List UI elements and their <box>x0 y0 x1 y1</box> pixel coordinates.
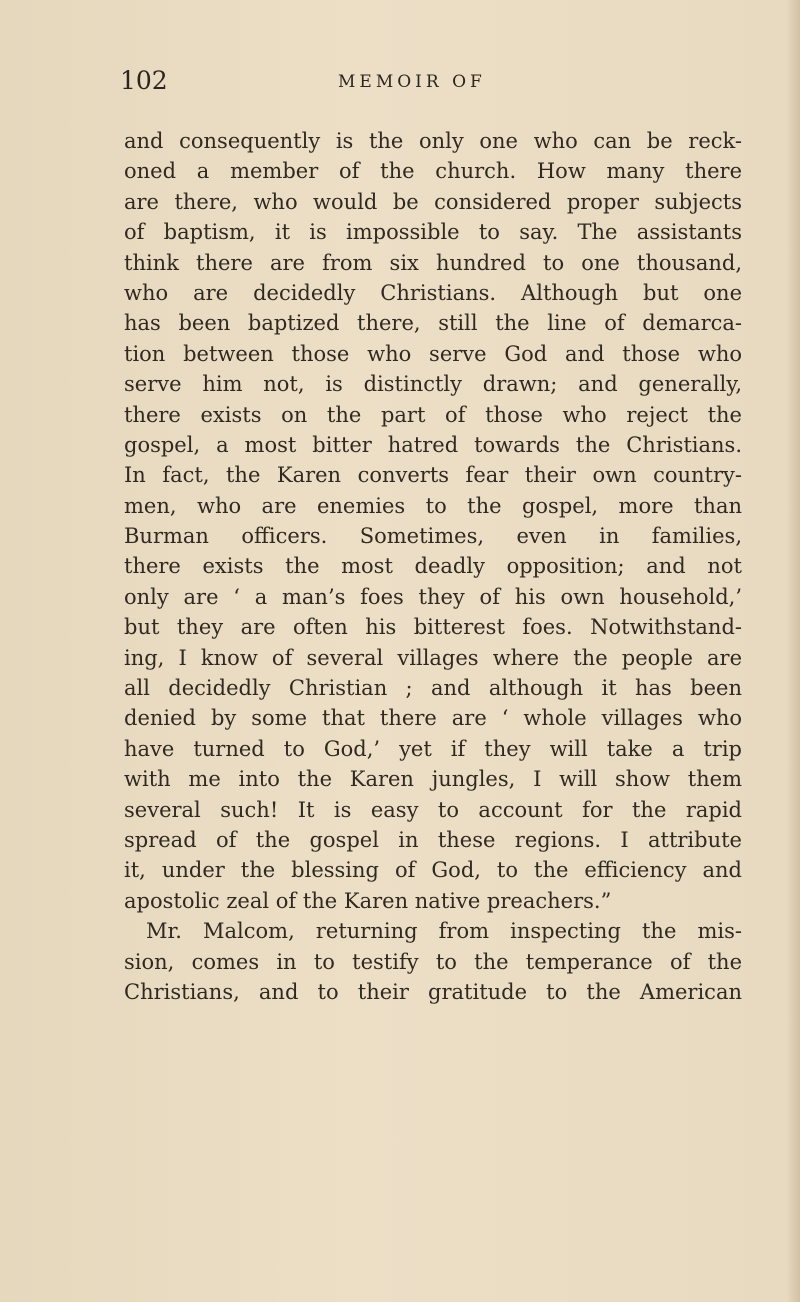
text-line: serve him not, is distinctly drawn; and generally, <box>124 372 742 397</box>
text-line: there exists the most deadly opposition; and not <box>124 554 742 579</box>
text-line: only are ‘ a man’s foes they of his own household,’ <box>124 584 742 609</box>
text-line: have turned to God,’ yet if they will take a trip <box>124 736 742 761</box>
text-line: oned a member of the church. How many there <box>124 159 742 184</box>
text-line: tion between those who serve God and those who <box>124 341 742 366</box>
text-line: are there, who would be considered proper subjects <box>124 189 742 214</box>
text-line: and consequently is the only one who can be reck- <box>124 129 742 153</box>
text-line: spread of the gospel in these regions. I attribute <box>124 827 742 852</box>
text-line: ing, I know of several villages where the people are <box>124 645 742 670</box>
text-line: there exists on the part of those who reject the <box>124 402 742 427</box>
text-line: Burman officers. Sometimes, even in families, <box>124 524 742 549</box>
text-line: who are decidedly Christians. Although but one <box>124 280 742 305</box>
text-line: apostolic zeal of the Karen native preachers.” <box>124 888 612 913</box>
body-text <box>124 126 742 1007</box>
page-edge-shadow <box>786 0 800 1302</box>
text-line: all decidedly Christian ; and although it has been <box>124 676 742 701</box>
text-line: of baptism, it is impossible to say. The assistants <box>124 220 742 245</box>
text-line: denied by some that there are ‘ whole villages who <box>124 706 742 731</box>
page-number: 102 <box>120 66 168 95</box>
text-line: gospel, a most bitter hatred towards the Christians. <box>124 432 742 457</box>
text-line: Christians, and to their gratitude to the American <box>124 979 742 1004</box>
running-head: MEMOIR OF <box>338 72 486 92</box>
text-line: sion, comes in to testify to the temperance of the <box>124 949 742 974</box>
text-line: men, who are enemies to the gospel, more than <box>124 493 742 518</box>
page-header <box>120 66 740 106</box>
text-line: In fact, the Karen converts fear their own country- <box>124 463 742 488</box>
text-line: it, under the blessing of God, to the efficiency and <box>124 858 742 883</box>
text-line: think there are from six hundred to one thousand, <box>124 250 742 275</box>
text-line: with me into the Karen jungles, I will show them <box>124 767 742 792</box>
text-line: but they are often his bitterest foes. Notwithstand- <box>124 615 742 640</box>
text-line: has been baptized there, still the line of demarca- <box>124 311 742 336</box>
text-line: several such! It is easy to account for the rapid <box>124 797 742 822</box>
text-line: Mr. Malcom, returning from inspecting the mis- <box>146 919 742 944</box>
